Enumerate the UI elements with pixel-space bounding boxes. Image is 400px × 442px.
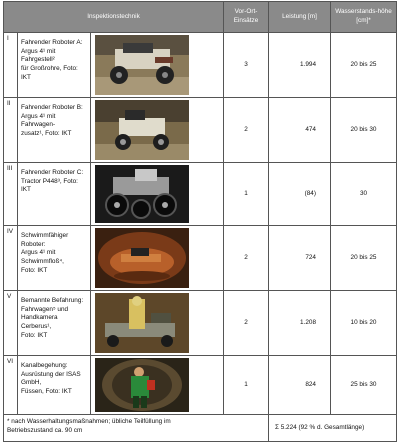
row-photo-cell: [91, 98, 224, 163]
desc-line: zusatz¹, Foto: IKT: [21, 129, 72, 137]
desc-line: Argus 4¹ mit Schwimmfloß⁴,: [21, 249, 64, 265]
robot-c-photo: [95, 165, 189, 223]
row-description: [18, 356, 91, 415]
footnote: [4, 415, 269, 442]
row-description: [18, 163, 91, 226]
leistung-cell: 1.208: [269, 291, 331, 356]
header-leistung: Leistung [m]: [269, 2, 331, 33]
desc-line: Kanalbegehung:: [21, 362, 68, 369]
leistung-cell: 474: [269, 98, 331, 163]
einsaetze-cell: 3: [224, 33, 269, 98]
wasserstand-cell: 20 bis 25: [331, 226, 397, 291]
row-description: [18, 226, 91, 291]
header-inspection: Inspektionstechnik: [4, 2, 224, 33]
wasserstand-cell: 30: [331, 163, 397, 226]
inspection-table: [3, 1, 397, 442]
row-photo-cell: [91, 291, 224, 356]
header-wasserstand: Wasserstands-höhe [cm]*: [331, 2, 397, 33]
table-row: [4, 226, 397, 291]
floating-robot-photo: [95, 228, 189, 288]
desc-line: Ausrüstung der ISAS GmbH,: [21, 370, 81, 387]
leistung-cell: 724: [269, 226, 331, 291]
desc-line: Roboter:: [21, 240, 46, 248]
row-photo-cell: [91, 33, 224, 98]
row-photo-cell: [91, 163, 224, 226]
wasserstand-cell: 20 bis 25: [331, 33, 397, 98]
table-row: [4, 33, 397, 98]
row-description: [18, 33, 91, 98]
header-einsaetze: Vor-Ort-Einsätze: [224, 2, 269, 33]
desc-line: Foto: IKT: [21, 266, 48, 274]
table-row: [4, 291, 397, 356]
leistung-cell: (84): [269, 163, 331, 226]
desc-line: Argus 4¹ mit Fahrgestell²: [21, 47, 56, 64]
row-photo-cell: [91, 356, 224, 415]
desc-line: Argus 4¹ mit Fahrwagen-: [21, 112, 56, 129]
footnote-line: * nach Wasserhaltungsmaßnahmen; übliche Teilfüllung im: [7, 418, 171, 425]
desc-line: Füssen, Foto: IKT: [21, 387, 72, 395]
footnote-line: Betriebszustand ca. 90 cm: [7, 426, 83, 434]
row-number: VI: [4, 356, 18, 415]
row-photo-cell: [91, 226, 224, 291]
table-row: [4, 98, 397, 163]
table-row: [4, 163, 397, 226]
row-description: [18, 291, 91, 356]
desc-line: für Großrohre, Foto: IKT: [21, 64, 78, 81]
einsaetze-cell: 1: [224, 163, 269, 226]
desc-line: Fahrender Roboter B:: [21, 104, 83, 111]
wasserstand-cell: 20 bis 30: [331, 98, 397, 163]
row-number: III: [4, 163, 18, 226]
table-row: [4, 356, 397, 415]
total-sum: Σ 5.224 (92 % d. Gesamtlänge): [269, 415, 397, 442]
desc-line: Tractor P448³, Foto: IKT: [21, 177, 78, 194]
desc-line: Handkamera Cerberus¹,: [21, 314, 58, 330]
leistung-cell: 1.994: [269, 33, 331, 98]
einsaetze-cell: 2: [224, 291, 269, 356]
desc-line: Bemannte Befahrung:: [21, 297, 84, 304]
manned-cart-photo: [95, 293, 189, 353]
einsaetze-cell: 1: [224, 356, 269, 415]
desc-line: Foto: IKT: [21, 331, 48, 339]
desc-line: Fahrender Roboter C:: [21, 169, 84, 176]
row-number: I: [4, 33, 18, 98]
einsaetze-cell: 2: [224, 226, 269, 291]
robot-a-photo: [95, 35, 189, 95]
row-description: [18, 98, 91, 163]
inspection-table-container: [3, 1, 396, 442]
header-row: [4, 2, 397, 33]
row-number: II: [4, 98, 18, 163]
row-number: IV: [4, 226, 18, 291]
leistung-cell: 824: [269, 356, 331, 415]
desc-line: Schwimmfähiger: [21, 232, 69, 239]
footer-row: [4, 415, 397, 442]
wasserstand-cell: 25 bis 30: [331, 356, 397, 415]
einsaetze-cell: 2: [224, 98, 269, 163]
row-number: V: [4, 291, 18, 356]
robot-b-photo: [95, 100, 189, 160]
desc-line: Fahrwagen⁵ und: [21, 305, 69, 313]
wasserstand-cell: 10 bis 20: [331, 291, 397, 356]
sewer-walk-photo: [95, 358, 189, 412]
desc-line: Fahrender Roboter A:: [21, 39, 83, 46]
